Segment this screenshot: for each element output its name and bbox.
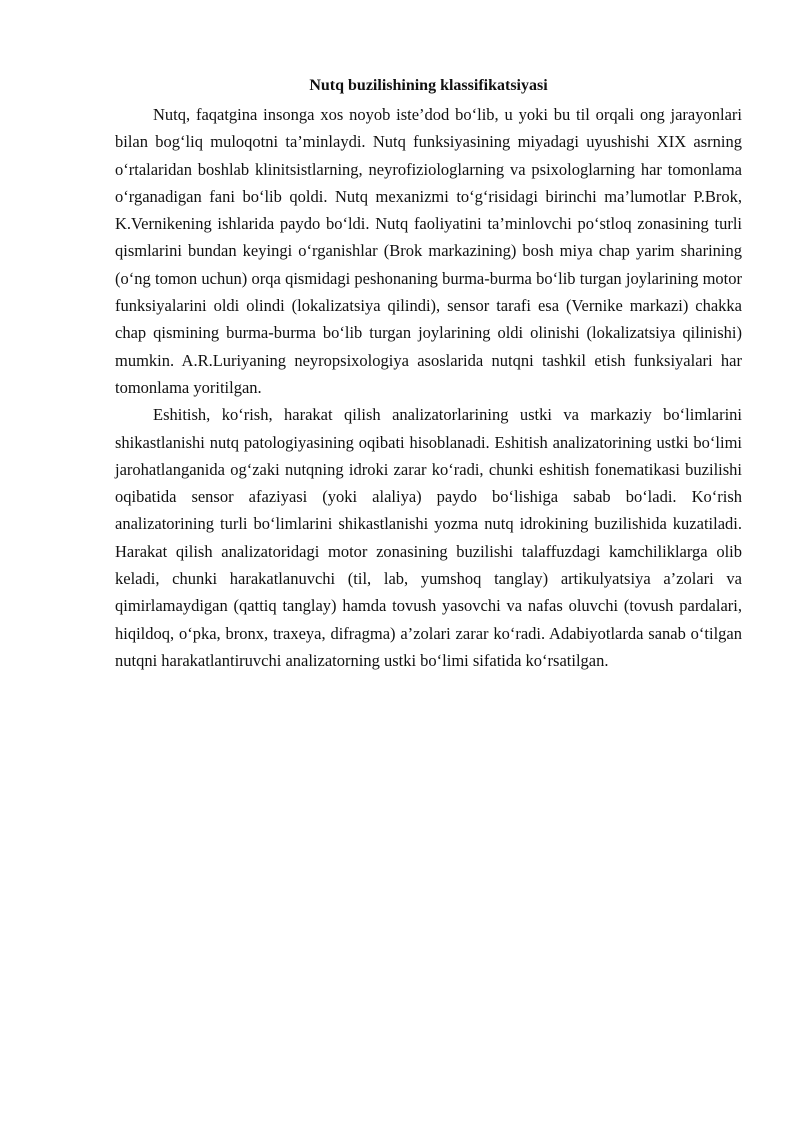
paragraph-2: Eshitish, ko‘rish, harakat qilish analizatorlarining ustki va markaziy bo‘limlarini shikastlanishi nutq patologiyasining oqibati hisoblanadi. Eshitish analizatorining ustki bo‘limi jarohatlanganida og‘zaki nutqning idroki zarar ko‘radi, chunki eshitish fonematikasi buzilishi oqibatida sensor afaziyasi (yoki alaliya) paydo bo‘lishiga sabab bo‘ladi. Ko‘rish analizatorining turli bo‘limlarini shikastlanishi yozma nutq idrokining buzilishida kuzatiladi. Harakat qilish analizatoridagi motor zonasining buzilishi talaffuzdagi kamchiliklarga olib keladi, chunki harakatlanuvchi (til, lab, yumshoq tanglay) artikulyatsiya a’zolari va qimirlamaydigan (qattiq tanglay) hamda tovush yasovchi va nafas oluvchi (tovush pardalari, hiqildoq, o‘pka, bronx, traxeya, difragma) a’zolari zarar ko‘radi. Adabiyotlarda sanab o‘tilgan nutqni harakatlantiruvchi analizatorning ustki bo‘limi sifatida ko‘rsatilgan. (115, 405, 742, 670)
paragraph-1: Nutq, faqatgina insonga xos noyob iste’dod bo‘lib, u yoki bu til orqali ong jarayonlari bilan bog‘liq muloqotni ta’minlaydi. Nutq funksiyasining miyadagi uyushishi XIX asrning o‘rtalaridan boshlab klinitsistlarning, neyrofiziologlarning va psixologlarning har tomonlama o‘rganadigan fani bo‘lib qoldi. Nutq mexanizmi to‘g‘risidagi birinchi ma’lumotlar P.Brok, K.Vernikening ishlarida paydo bo‘ldi. Nutq faoliyatini ta’minlovchi po‘stloq zonasining turli qismlarini bundan keyingi o‘rganishlar (Brok markazining) bosh miya chap yarim sharining (o‘ng tomon uchun) orqa qismidagi peshonaning burma-burma bo‘lib turgan joylarining motor funksiyalarini oldi olindi (lokalizatsiya qilindi), sensor tarafi esa (Vernike markazi) chakka chap qismining burma-burma bo‘lib turgan joylarining oldi olinishi (lokalizatsiya qilinishi) mumkin. A.R.Luriyaning neyropsixologiya asoslarida nutqni tashkil etish funksiyalari har tomonlama yoritilgan. (115, 105, 742, 397)
document-title: Nutq buzilishining klassifikatsiyasi (309, 77, 548, 94)
